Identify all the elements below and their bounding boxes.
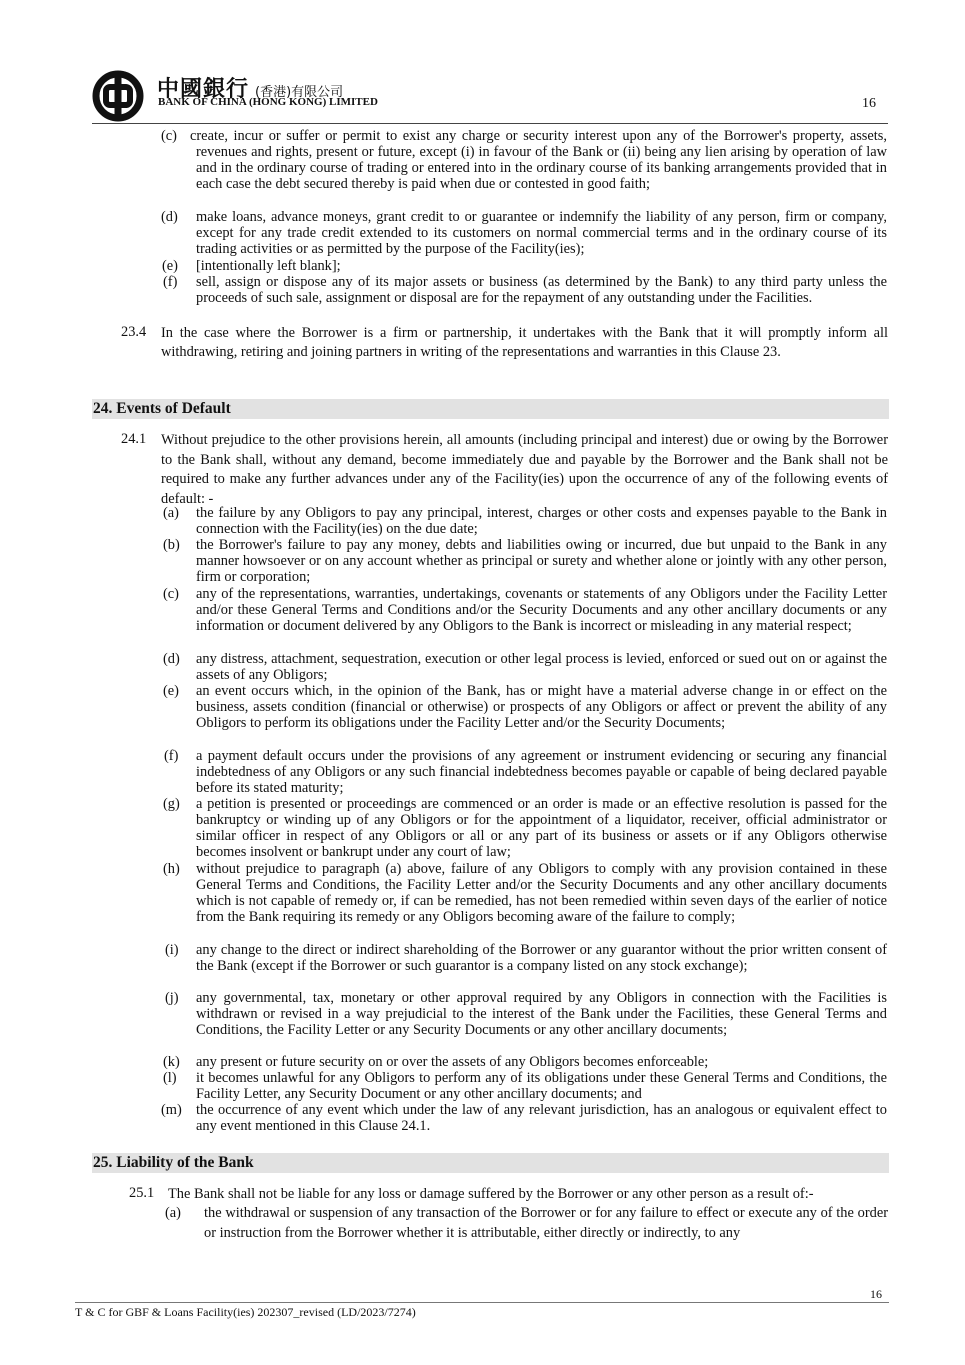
clause-24-item-text: a petition is presented or proceedings are commenced or an order is made or an effective resolution is passed for the bankruptcy or winding up of any Obligors or for the appointment of a liquidator, receiver, official administrator or similar officer in respect of any Obligors or all or any part of its business or assets or if any Obligors otherwise becomes insolvent or bankrupt under any court of law;	[196, 796, 887, 861]
clause-24-item-label: (g)	[163, 796, 180, 812]
bank-chinese-name: 中國銀行 (香港)有限公司	[157, 77, 344, 102]
clause-23-item-text: create, incur or suffer or permit to exist any charge or security interest upon any of the Borrower's property, assets, revenues and rights, present or future, except (i) in favour of the Bank or (ii) being any lien arising by operation of law and in the ordinary course of trading or entered into in the ordinary course of its banking arrangements provided that in each case the debt secured thereby is paid when due or contested in good faith;	[190, 128, 887, 193]
clause-24-item-text: an event occurs which, in the opinion of the Bank, has or might have a material adverse change in or effect on the business, assets condition (financial or otherwise) or prospects of any Obligors or affect or prevent the ability of any Obligors to perform its obligations under the Facility Letter and/or the Security Documents;	[196, 683, 887, 732]
clause-24-1-number: 24.1	[121, 431, 147, 447]
page-number-top: 16	[862, 96, 876, 111]
clause-24-item-label: (d)	[163, 651, 180, 667]
clause-23-item-label: (e)	[162, 258, 178, 274]
clause-24-item-label: (k)	[163, 1054, 180, 1070]
clause-25-item-text: the withdrawal or suspension of any transaction of the Borrower or for any failure to effect or execute any of the order or instruction from the Borrower whether it is attributable, either directly or indirectly, to any	[204, 1205, 888, 1241]
clause-24-item-text: any change to the direct or indirect shareholding of the Borrower or any guarantor without the prior written consent of the Bank (except if the Borrower or such guarantor is a company listed on any stock exchange);	[196, 942, 887, 975]
clause-23-item-text: sell, assign or dispose any of its major assets or business (as determined by the Bank) to any third party unless the proceeds of such sale, assignment or disposal are for the repayment of any outstanding under the Facilities.	[196, 274, 887, 307]
clause-24-1-text: Without prejudice to the other provisions herein, all amounts (including principal and interest) due or owing by the Borrower to the Bank shall, without any demand, become immediately due and payable by the Borrower and the Bank shall not be required to make any further advances under any of the Facility(ies) upon the occurrence of any of the following events of default: -	[161, 432, 888, 507]
footer-divider	[75, 1302, 889, 1303]
clause-24-item-label: (c)	[163, 586, 179, 602]
section-heading-bar	[92, 399, 889, 419]
document-reference: T & C for GBF & Loans Facility(ies) 202307_revised (LD/2023/7274)	[75, 1305, 416, 1319]
clause-23-item-label: (d)	[161, 209, 178, 225]
clause-24-item-text: it becomes unlawful for any Obligors to perform any of its obligations under these General Terms and Conditions, the Facility Letter, any Security Document or any other ancillary documents; and	[196, 1070, 887, 1103]
clause-24-item-label: (a)	[163, 505, 179, 521]
clause-24-item-text: any of the representations, warranties, undertakings, covenants or statements of any Obligors under the Facility Letter and/or these General Terms and Conditions and/or the Security Documents and any other ancillary documents or any information or document delivered by any Obligors to the Bank is incorrect or misleading in any material respect;	[196, 586, 887, 635]
clause-25-item-label: (a)	[165, 1205, 181, 1221]
clause-24-item-text: the occurrence of any event which under the law of any relevant jurisdiction, has an analogous or equivalent effect to any event mentioned in this Clause 24.1.	[196, 1102, 887, 1135]
clause-24-item-label: (j)	[165, 990, 179, 1006]
page-header	[0, 0, 965, 125]
clause-24-item-text: the Borrower's failure to pay any money, debts and liabilities owing or incurred, due but unpaid to the Bank in any manner howsoever or on any account whether as principal or surety and whether alone or jointly with any other person, firm or corporation;	[196, 537, 887, 586]
clause-23-4-text: In the case where the Borrower is a firm or partnership, it undertakes with the Bank that it will promptly inform all withdrawing, retiring and joining partners in writing of the representations and warranties in this Clause 23.	[161, 325, 888, 360]
clause-24-item-label: (h)	[163, 861, 180, 877]
clause-24-item-label: (l)	[163, 1070, 177, 1086]
clause-24-item-label: (f)	[164, 748, 179, 764]
clause-24-item-label: (e)	[163, 683, 179, 699]
clause-24-item-label: (b)	[163, 537, 180, 553]
page-number-bottom: 16	[870, 1287, 882, 1301]
clause-24-item-label: (m)	[161, 1102, 182, 1118]
clause-23-item-text: make loans, advance moneys, grant credit to or guarantee or indemnify the liability of any person, firm or company, except for any trade credit extended to its customers on normal commercial terms and in the ordinary course of its trading activities or as permitted by the purpose of the Facility(ies);	[196, 209, 887, 258]
section-heading-25: 25. Liability of the Bank	[93, 1154, 254, 1171]
clause-25-1-text: The Bank shall not be liable for any loss or damage suffered by the Borrower or any other person as a result of:-	[168, 1186, 814, 1202]
bank-of-china-logo-icon	[92, 70, 144, 122]
clause-25-1-number: 25.1	[129, 1185, 155, 1201]
clause-24-item-text: any distress, attachment, sequestration, execution or other legal process is levied, enforced or sued out on or against the assets of any Obligors;	[196, 651, 887, 684]
clause-23-item-text: [intentionally left blank];	[196, 258, 341, 274]
section-heading-bar	[92, 1153, 889, 1173]
bank-english-name: BANK OF CHINA (HONG KONG) LIMITED	[158, 96, 378, 108]
clause-24-item-text: any present or future security on or over the assets of any Obligors becomes enforceable;	[196, 1054, 709, 1070]
section-heading-24: 24. Events of Default	[93, 400, 231, 417]
clause-23-item-label: (c)	[161, 128, 177, 144]
clause-24-item-text: any governmental, tax, monetary or other approval required by any Obligors in connection with the Facilities is withdrawn or revised in a way prejudicial to the interest of the Bank under the Facilities, these General Terms and Conditions, the Facility Letter or any Security Documents or any other ancillary documents;	[196, 990, 887, 1039]
clause-24-item-label: (i)	[165, 942, 179, 958]
clause-23-item-label: (f)	[163, 274, 178, 290]
clause-24-item-text: a payment default occurs under the provisions of any agreement or instrument evidencing or securing any financial indebtedness of any Obligors or any such financial indebtedness becomes payable or capable of being declared payable before its stated maturity;	[196, 748, 887, 797]
clause-24-item-text: without prejudice to paragraph (a) above, failure of any Obligors to comply with any provision contained in these General Terms and Conditions, the Facility Letter and/or the Security Documents and any other ancillary documents which is not capable of remedy or, if can be remedied, has not been remedied within seven days of the earlier of notice from the Bank requiring its remedy or any Obligors becoming aware of the failure to comply;	[196, 861, 887, 926]
header-divider	[92, 123, 888, 124]
clause-23-4-number: 23.4	[121, 324, 147, 340]
clause-24-item-text: the failure by any Obligors to pay any principal, interest, charges or other costs and expenses payable to the Bank in connection with the Facility(ies) on the due date;	[196, 505, 887, 538]
